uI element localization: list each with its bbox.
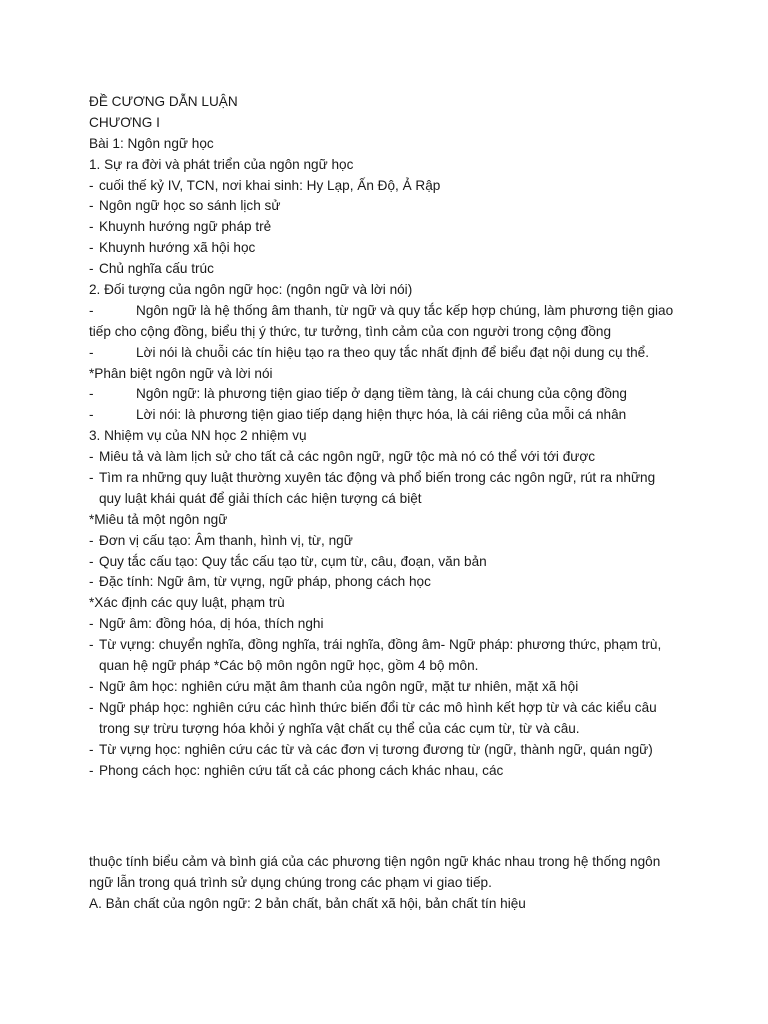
section-1-heading: 1. Sự ra đời và phát triển của ngôn ngữ học (89, 156, 354, 172)
section-3-heading: 3. Nhiệm vụ của NN học 2 nhiệm vụ (89, 428, 307, 444)
list-item (89, 259, 689, 280)
bullet-dash: - (89, 678, 94, 694)
list-item-continuation: trong sự trừu tượng hóa khỏi ý nghĩa vật chất cụ thể của các cụm từ, từ và câu. (99, 720, 580, 736)
list-item-text: Lời nói: là phương tiện giao tiếp dạng hiện thực hóa, là cái riêng của mỗi cá nhân (136, 407, 627, 423)
list-item (89, 301, 689, 322)
document-text-block-1 (89, 92, 689, 781)
list-item (89, 698, 689, 719)
bullet-dash: - (89, 386, 94, 402)
bullet-dash: - (89, 407, 94, 423)
bullet-dash: - (89, 616, 94, 632)
document-title: ĐỀ CƯƠNG DẪN LUẬN (89, 94, 238, 109)
list-item-text: Chủ nghĩa cấu trúc (99, 261, 214, 277)
list-item (89, 384, 689, 405)
list-item (89, 761, 689, 782)
list-item-text: Miêu tả và làm lịch sử cho tất cả các ngôn ngữ, ngữ tộc mà nó có thể với tới được (99, 449, 596, 465)
list-item-text: Ngữ pháp học: nghiên cứu các hình thức biến đổi từ các mô hình kết hợp từ và các kiểu câu (99, 699, 657, 715)
list-item-text: Khuynh hướng xã hội học (99, 240, 256, 256)
bullet-dash: - (89, 637, 94, 653)
list-item (89, 196, 689, 217)
list-item (89, 572, 689, 593)
bullet-dash: - (89, 177, 94, 193)
list-item-continuation: quan hệ ngữ pháp *Các bộ môn ngôn ngữ học, gồm 4 bộ môn. (99, 658, 479, 674)
bullet-dash: - (89, 240, 94, 256)
list-item (89, 217, 689, 238)
list-item (89, 531, 689, 552)
bullet-dash: - (89, 762, 94, 778)
list-item (89, 468, 689, 489)
list-item-text: cuối thế kỷ IV, TCN, nơi khai sinh: Hy Lạp, Ấn Độ, Ả Rập (99, 177, 441, 193)
chapter-heading: CHƯƠNG I (89, 114, 160, 130)
list-item-text: Ngôn ngữ: là phương tiện giao tiếp ở dạng tiềm tàng, là cái chung của cộng đồng (136, 386, 627, 402)
bullet-dash: - (89, 574, 94, 590)
list-item (89, 635, 689, 656)
bullet-dash: - (89, 553, 94, 569)
bullet-dash: - (89, 344, 94, 360)
list-item-continuation: tiếp cho cộng đồng, biểu thị ý thức, tư tưởng, tình cảm của con người trong cộng đồng (89, 323, 612, 339)
list-item (89, 677, 689, 698)
paragraph-line: thuộc tính biểu cảm và bình giá của các phương tiện ngôn ngữ khác nhau trong hệ thống ngôn (89, 854, 661, 869)
list-item (89, 552, 689, 573)
bullet-dash: - (89, 302, 94, 318)
bullet-dash: - (89, 261, 94, 277)
bullet-dash: - (89, 449, 94, 465)
list-item (89, 447, 689, 468)
document-text-block-2 (89, 852, 689, 915)
bullet-dash: - (89, 741, 94, 757)
bullet-dash: - (89, 470, 94, 486)
list-item (89, 176, 689, 197)
list-item-text: Phong cách học: nghiên cứu tất cả các phong cách khác nhau, các (99, 762, 504, 778)
rules-heading: *Xác định các quy luật, phạm trù (89, 595, 285, 611)
list-item (89, 740, 689, 761)
list-item-text: Quy tắc cấu tạo: Quy tắc cấu tạo từ, cụm từ, câu, đoạn, văn bản (99, 553, 487, 569)
lesson-heading: Bài 1: Ngôn ngữ học (89, 135, 214, 151)
list-item-text: Khuynh hướng ngữ pháp trẻ (99, 219, 272, 235)
list-item-text: Ngữ âm: đồng hóa, dị hóa, thích nghi (99, 616, 324, 632)
describe-heading: *Miêu tả một ngôn ngữ (89, 511, 228, 527)
list-item (89, 343, 689, 364)
bullet-dash: - (89, 699, 94, 715)
list-item-text: Ngữ âm học: nghiên cứu mặt âm thanh của ngôn ngữ, mặt tư nhiên, mặt xã hội (99, 678, 579, 694)
list-item-text: Lời nói là chuỗi các tín hiệu tạo ra theo quy tắc nhất định để biểu đạt nội dung cụ thể. (136, 344, 649, 360)
list-item-text: Từ vựng học: nghiên cứu các từ và các đơn vị tương đương từ (ngữ, thành ngữ, quán ngữ) (99, 741, 653, 757)
distinguish-heading: *Phân biệt ngôn ngữ và lời nói (89, 365, 273, 381)
section-2-heading: 2. Đối tượng của ngôn ngữ học: (ngôn ngữ và lời nói) (89, 282, 413, 298)
section-a-heading: A. Bản chất của ngôn ngữ: 2 bản chất, bản chất xã hội, bản chất tín hiệu (89, 895, 526, 911)
list-item (89, 238, 689, 259)
list-item-continuation: quy luật khái quát để giải thích các hiện tượng cá biệt (99, 490, 422, 506)
list-item-text: Tìm ra những quy luật thường xuyên tác động và phổ biến trong các ngôn ngữ, rút ra những (99, 470, 656, 486)
list-item-text: Đơn vị cấu tạo: Âm thanh, hình vị, từ, ngữ (99, 532, 353, 548)
list-item-text: Đặc tính: Ngữ âm, từ vựng, ngữ pháp, phong cách học (99, 574, 431, 590)
list-item-text: Ngôn ngữ học so sánh lịch sử (99, 198, 281, 214)
list-item (89, 614, 689, 635)
list-item-text: Từ vựng: chuyển nghĩa, đồng nghĩa, trái nghĩa, đồng âm- Ngữ pháp: phương thức, phạm trù, (99, 637, 662, 653)
list-item-text: Ngôn ngữ là hệ thống âm thanh, từ ngữ và quy tắc kếp hợp chúng, làm phương tiện giao (136, 302, 674, 318)
bullet-dash: - (89, 198, 94, 214)
bullet-dash: - (89, 219, 94, 235)
list-item (89, 405, 689, 426)
paragraph-line: ngữ lẫn trong quá trình sử dụng chúng trong các phạm vi giao tiếp. (89, 874, 492, 890)
bullet-dash: - (89, 532, 94, 548)
